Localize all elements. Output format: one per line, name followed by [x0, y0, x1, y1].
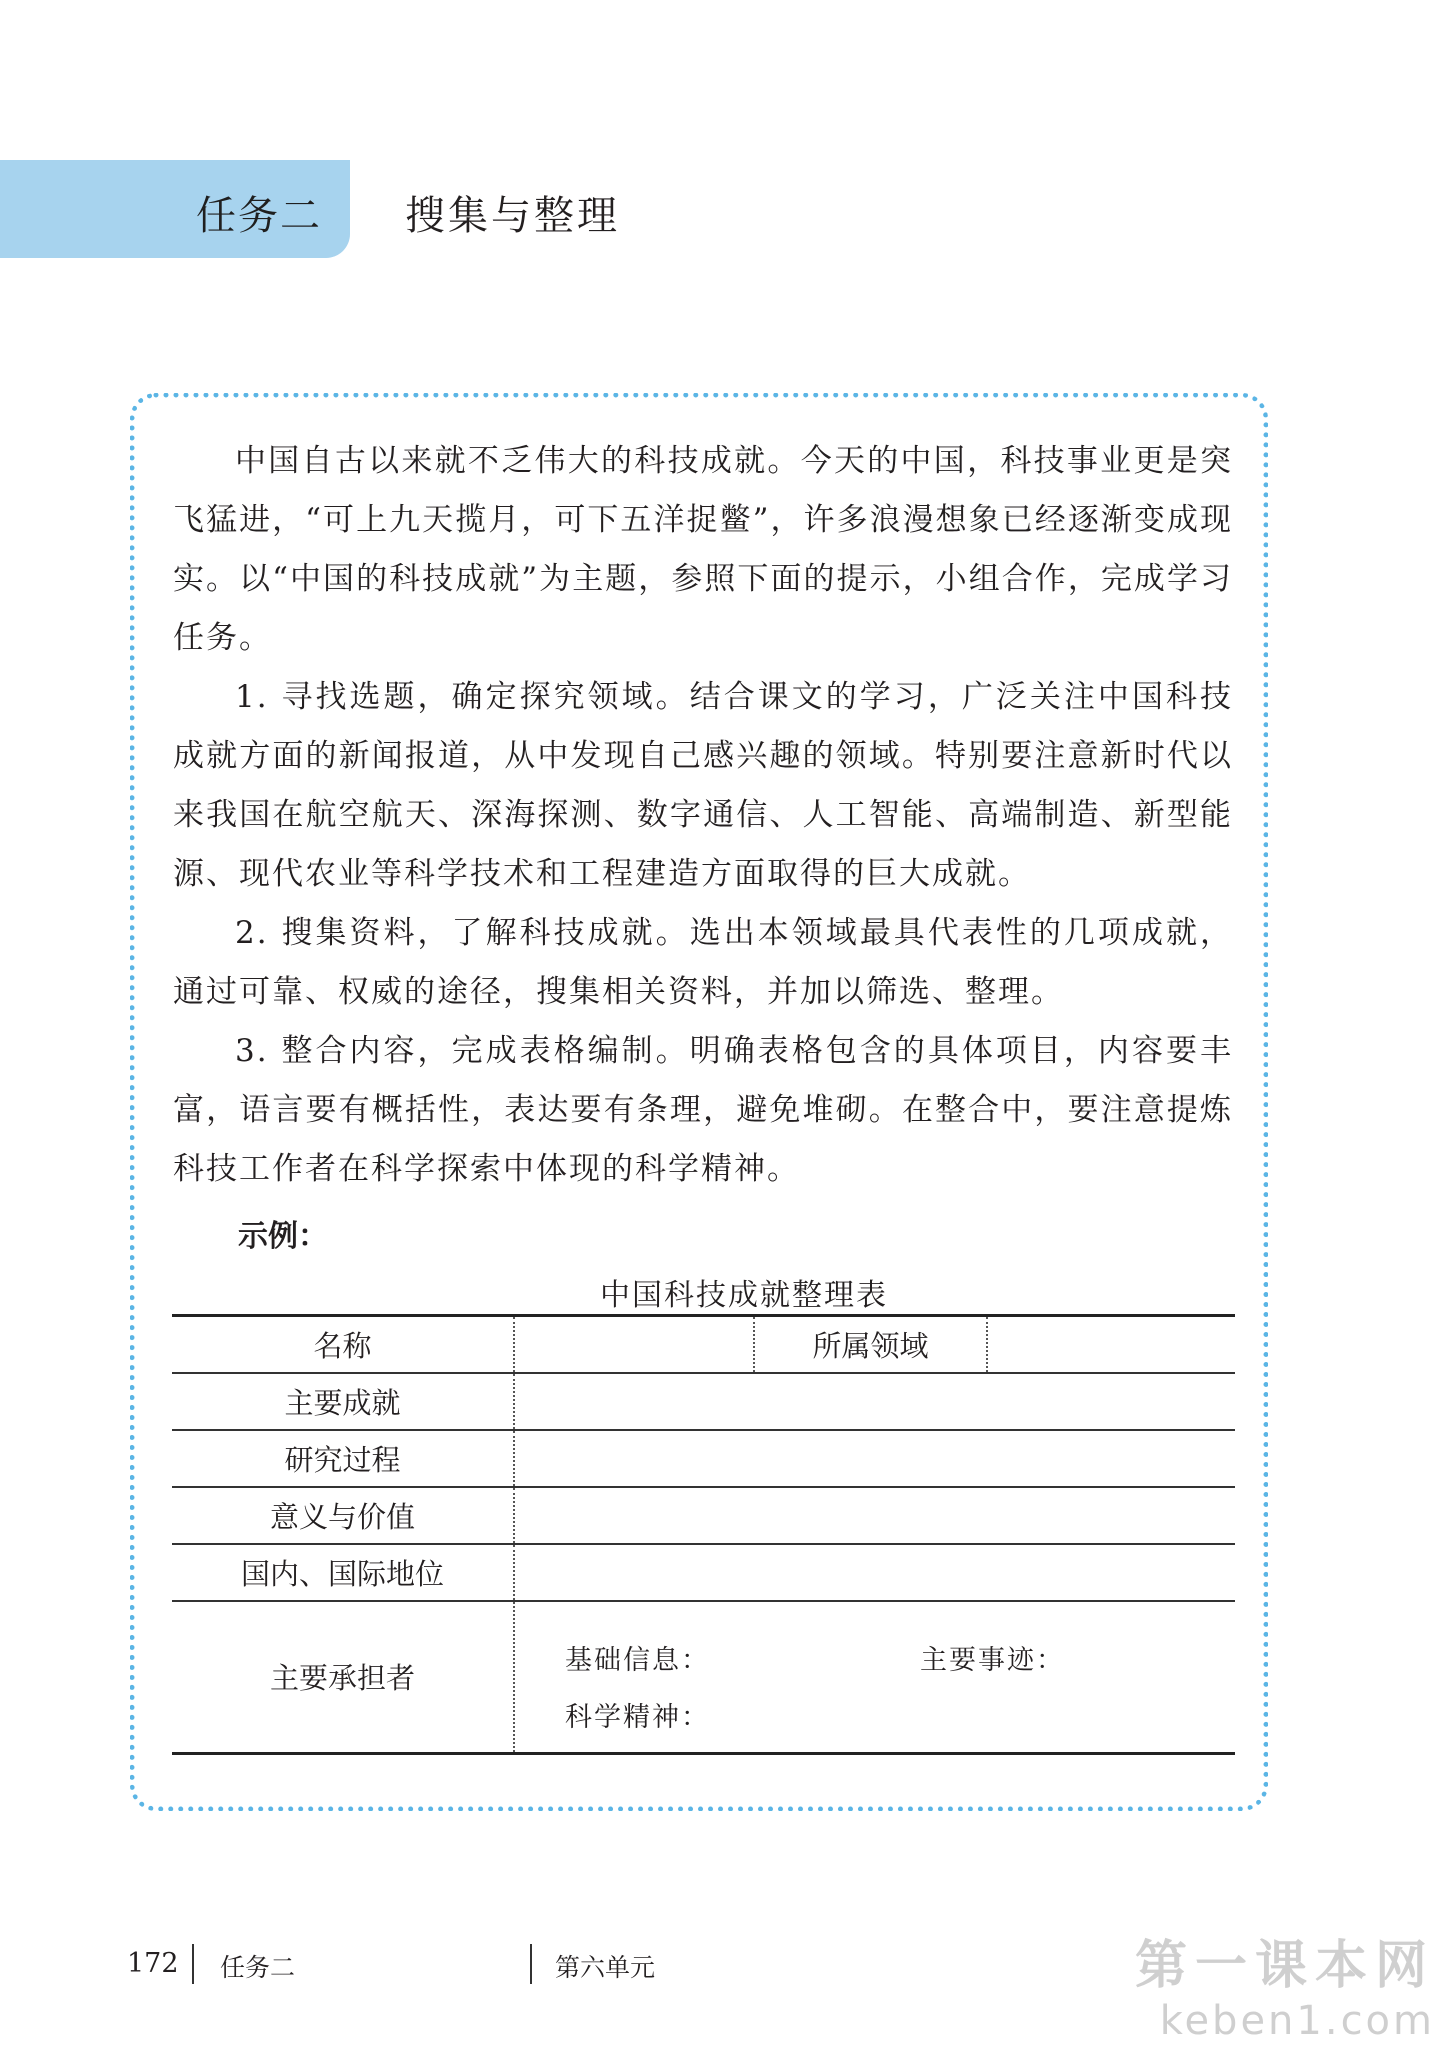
field-value-cell [987, 1316, 1235, 1373]
row-label-process: 研究过程 [172, 1430, 514, 1487]
footer-unit: 第六单元 [555, 1953, 656, 1982]
bearer-basic-info: 基础信息： [565, 1644, 710, 1676]
watermark-line-1: 第一课本网 [1135, 1936, 1436, 1996]
footer-divider [192, 1944, 194, 1984]
table-row [172, 1430, 1235, 1487]
watermark [1135, 1935, 1435, 2045]
table-row [172, 1544, 1235, 1601]
bearer-scientific-spirit: 科学精神： [565, 1701, 710, 1733]
example-label: 示例： [238, 1219, 328, 1254]
row-label-significance: 意义与价值 [172, 1487, 514, 1544]
table-row [172, 1487, 1235, 1544]
table-row [172, 1601, 1235, 1754]
page-number: 172 [127, 1948, 179, 1979]
status-value-cell [514, 1544, 1235, 1601]
footer-task: 任务二 [220, 1953, 296, 1982]
row-label-achievement: 主要成就 [172, 1373, 514, 1430]
table-row [172, 1373, 1235, 1430]
step-1-paragraph: 1. 寻找选题，确定探究领域。结合课文的学习，广泛关注中国科技成就方面的新闻报道，从中发现自己感兴趣的领域。特别要注意新时代以来我国在航空航天、深海探测、数字通信、人工智能、高端制造、新型能源、现代农业等科学技术和工程建造方面取得的巨大成就。 [173, 679, 1233, 892]
intro-paragraph: 中国自古以来就不乏伟大的科技成就。今天的中国，科技事业更是突飞猛进，“可上九天揽月，可下五洋捉鳖”，许多浪漫想象已经逐渐变成现实。以“中国的科技成就”为主题，参照下面的提示，小组合作，完成学习任务。 [173, 443, 1233, 656]
table-title: 中国科技成就整理表 [600, 1278, 888, 1313]
process-value-cell [514, 1430, 1235, 1487]
bearer-main-deeds: 主要事迹： [920, 1644, 1065, 1676]
table-row [172, 1316, 1235, 1373]
name-value-cell [514, 1316, 754, 1373]
step-3-paragraph: 3. 整合内容，完成表格编制。明确表格包含的具体项目，内容要丰富，语言要有概括性，表达要有条理，避免堆砌。在整合中，要注意提炼科技工作者在科学探索中体现的科学精神。 [173, 1033, 1233, 1187]
row-label-name: 名称 [172, 1316, 514, 1373]
bearer-value-cell [514, 1601, 1235, 1754]
row-label-bearer: 主要承担者 [172, 1601, 514, 1754]
section-title: 搜集与整理 [405, 193, 620, 239]
watermark-line-2: keben1.com [1159, 1998, 1435, 2044]
significance-value-cell [514, 1487, 1235, 1544]
row-label-status: 国内、国际地位 [172, 1544, 514, 1601]
step-2-paragraph: 2. 搜集资料，了解科技成就。选出本领域最具代表性的几项成就，通过可靠、权威的途径，搜集相关资料，并加以筛选、整理。 [173, 915, 1233, 1010]
achievement-value-cell [514, 1373, 1235, 1430]
footer-divider [530, 1944, 532, 1984]
achievement-table [172, 1314, 1235, 1755]
row-label-field: 所属领域 [754, 1316, 987, 1373]
task-label: 任务二 [196, 193, 322, 239]
